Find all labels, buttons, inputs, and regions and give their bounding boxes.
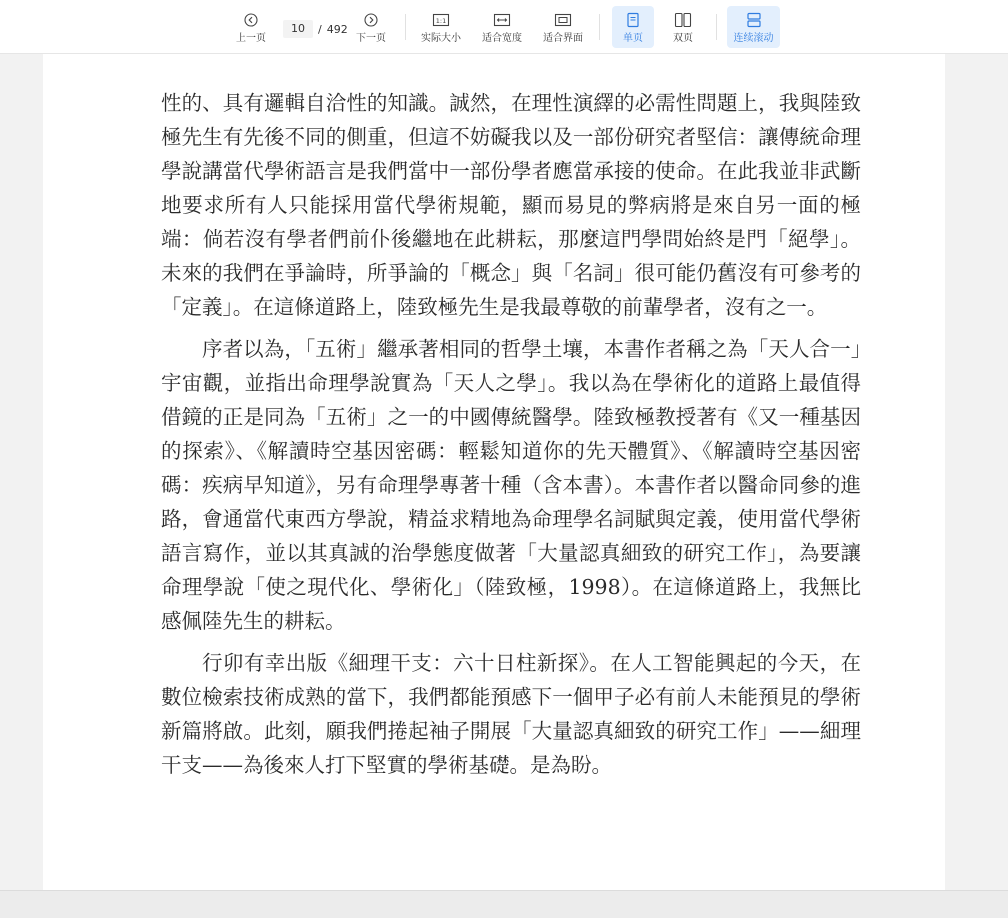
prev-page-button[interactable] [230, 6, 272, 48]
paragraph: 性的、具有邏輯自洽性的知識。誠然，在理性演繹的必需性問題上，我與陸致極先生有先後不同的側重，但這不妨礙我以及一部份研究者堅信：讓傳統命理學說講當代學術語言是我們當中一部份學者應當承接的使命。在此我並非武斷地要求所有人只能採用當代學術規範，顯而易見的弊病將是來自另一面的極端：倘若沒有學者們前仆後繼地在此耕耘，那麼這門學問始終是門「絕學」。未來的我們在爭論時，所爭論的「概念」與「名詞」很可能仍舊沒有可參考的「定義」。在這條道路上，陸致極先生是我最尊敬的前輩學者，沒有之一。 [161, 91, 861, 319]
fit-width-button[interactable] [478, 6, 526, 48]
continuous-scroll-button[interactable] [727, 6, 780, 48]
page-indicator [283, 20, 348, 38]
actual-size-button[interactable] [417, 6, 465, 48]
viewer-toolbar [0, 0, 1008, 54]
chevron-left-circle-icon [244, 10, 258, 30]
double-page-button[interactable] [662, 6, 704, 48]
horizontal-scrollbar[interactable] [0, 890, 1008, 918]
next-page-button[interactable] [350, 6, 392, 48]
page-separator: / [318, 22, 322, 36]
double-page-icon [674, 10, 692, 30]
toolbar-divider [599, 14, 600, 40]
fit-width-icon [493, 10, 511, 30]
next-page-label: 下一页 [356, 33, 386, 44]
prev-page-label: 上一页 [236, 33, 266, 44]
paragraph: 行卯有幸出版《細理干支：六十日柱新探》。在人工智能興起的今天，在數位檢索技術成熟的當下，我們都能預感下一個甲子必有前人未能預見的學術新篇將啟。此刻，願我們捲起袖子開展「大量認真細致的研究工作」——細理干支——為後來人打下堅實的學術基礎。是為盼。 [161, 651, 861, 777]
chevron-right-circle-icon [364, 10, 378, 30]
fit-width-label: 适合宽度 [482, 33, 522, 44]
single-page-label: 单页 [623, 33, 643, 44]
fit-page-icon [554, 10, 572, 30]
actual-size-label: 实际大小 [421, 33, 461, 44]
svg-text:1:1: 1:1 [435, 17, 447, 25]
actual-size-icon [432, 10, 450, 30]
continuous-scroll-label: 连续滚动 [733, 33, 774, 44]
page-text [161, 86, 861, 790]
fit-page-label: 适合界面 [543, 33, 583, 44]
single-page-button[interactable] [612, 6, 654, 48]
double-page-label: 双页 [673, 33, 693, 44]
fit-page-button[interactable] [539, 6, 587, 48]
document-page [43, 54, 945, 890]
single-page-icon [626, 10, 640, 30]
toolbar-divider [405, 14, 406, 40]
current-page-input[interactable]: 10 [283, 20, 313, 38]
continuous-scroll-icon [746, 10, 762, 30]
document-viewer[interactable] [0, 54, 1008, 890]
total-pages: 492 [326, 22, 348, 36]
paragraph: 序者以為，「五術」繼承著相同的哲學土壤，本書作者稱之為「天人合一」宇宙觀，並指出命理學說實為「天人之學」。我以為在學術化的道路上最值得借鏡的正是同為「五術」之一的中國傳統醫學。陸致極教授著有《又一種基因的探索》、《解讀時空基因密碼：輕鬆知道你的先天體質》、《解讀時空基因密碼：疾病早知道》，另有命理學專著十種（含本書）。本書作者以醫命同參的進路，會通當代東西方學說，精益求精地為命理學名詞賦與定義，使用當代學術語言寫作，並以其真誠的治學態度做著「大量認真細致的研究工作」，為要讓命理學說「使之現代化、學術化」（陸致極，1998）。在這條道路上，我無比感佩陸先生的耕耘。 [161, 337, 861, 633]
toolbar-divider [716, 14, 717, 40]
